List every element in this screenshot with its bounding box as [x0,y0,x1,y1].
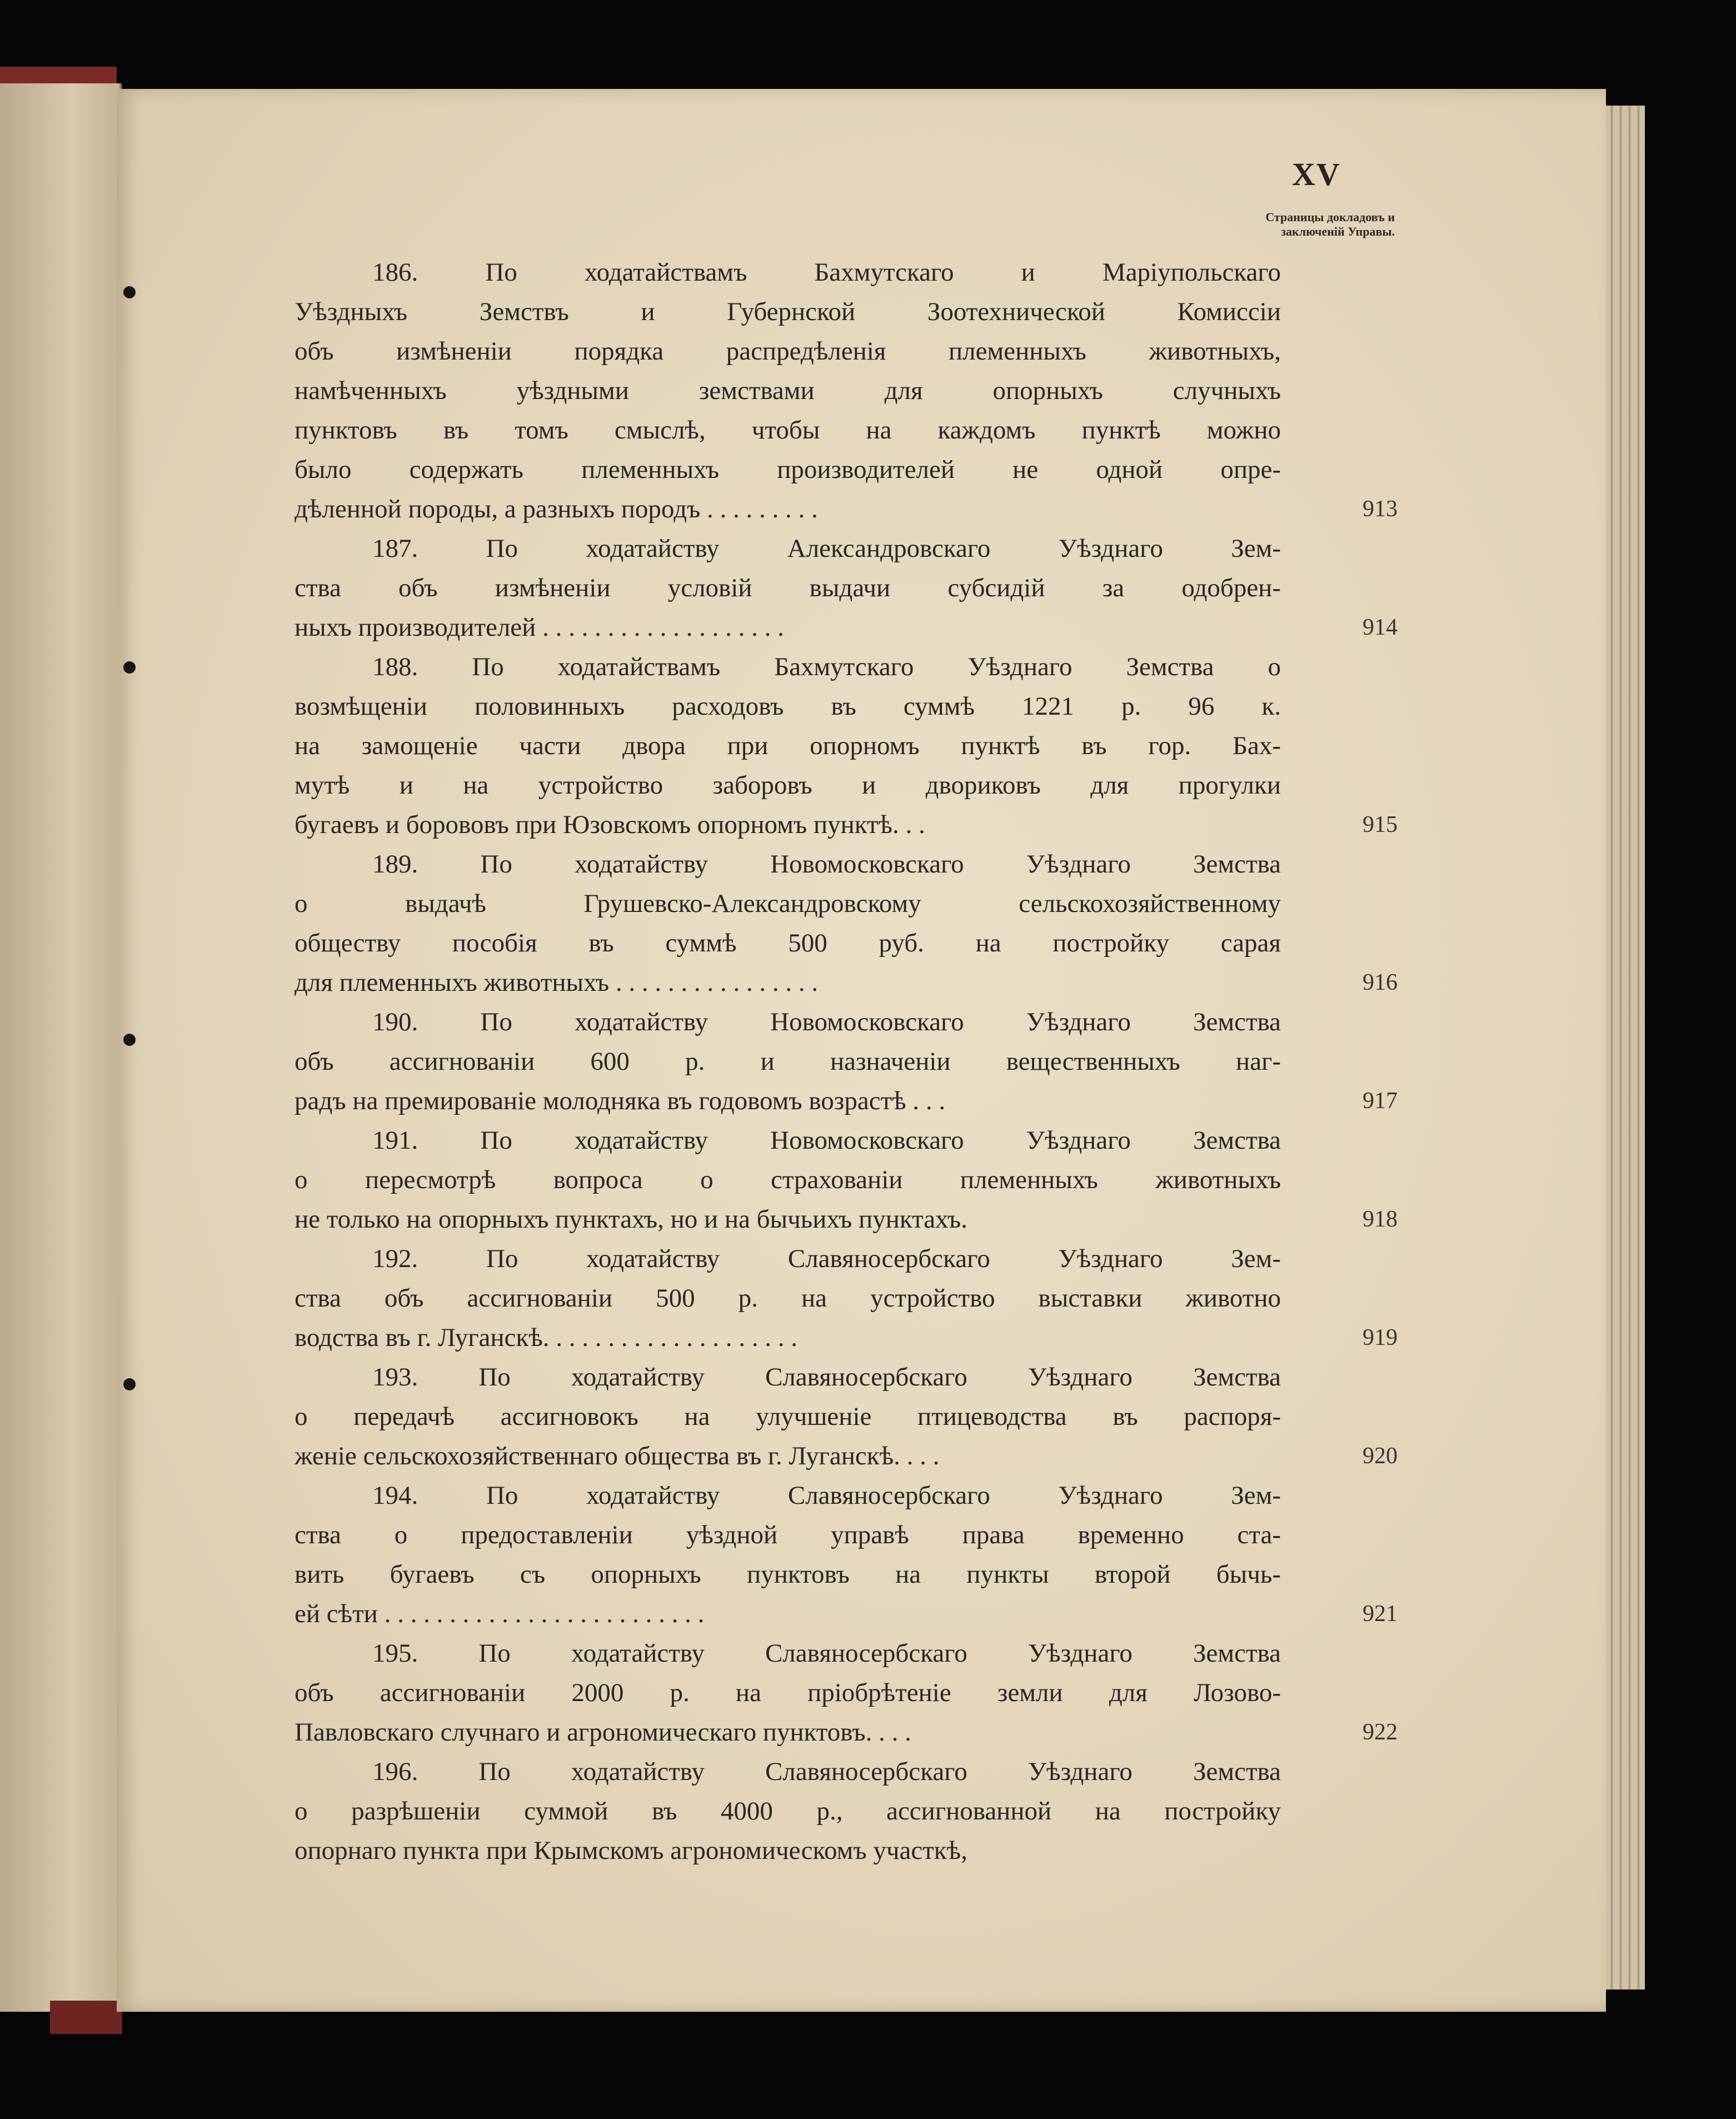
toc-entry-line: 191. По ходатайству Новомосковскаго Уѣзднаго Земства [372,1126,1281,1155]
toc-entry [295,845,1398,1003]
toc-entry [295,1476,1398,1634]
toc-entry-page-number: 913 [1363,496,1398,522]
toc-entry-line: опорнаго пункта при Крымскомъ агрономическомъ участкѣ, [295,1836,967,1865]
toc-entry-page-number: 917 [1363,1088,1398,1114]
toc-entry-line: объ ассигнованiи 2000 р. на прiобрѣтенiе земли для Лозово- [295,1678,1281,1707]
toc-entry-line: о передачѣ ассигновокъ на улучшенiе птицеводства въ распоря- [295,1402,1281,1431]
toc-entry-line: пунктовъ въ томъ смыслѣ, чтобы на каждомъ пунктѣ можно [295,416,1281,445]
toc-entry-line: ства объ ассигнованiи 500 р. на устройство выставки животно [295,1284,1281,1313]
toc-entry-line: 190. По ходатайству Новомосковскаго Уѣзднаго Земства [372,1008,1281,1036]
toc-entry-page-number: 918 [1363,1206,1398,1232]
toc-entry-page-number: 922 [1363,1719,1398,1745]
toc-entry [295,1239,1398,1358]
toc-entry-line: вить бугаевъ съ опорныхъ пунктовъ на пункты второй бычь- [295,1560,1281,1589]
toc-entry-line: 192. По ходатайству Славяносербскаго Уѣзднаго Зем- [372,1244,1281,1273]
margin-heading-line: Страницы докладовъ и [1265,210,1395,224]
binding-thread-mark [123,661,136,674]
toc-entry-page-number: 921 [1363,1601,1398,1627]
toc-entry-line: ства объ измѣненiи условiй выдачи субсидiй за одобрен- [295,574,1281,602]
toc-entry-line: 187. По ходатайству Александровскаго Уѣзднаго Зем- [372,534,1281,563]
toc-entry-line: 189. По ходатайству Новомосковскаго Уѣзднаго Земства [372,850,1281,879]
binding-thread-mark [123,1378,136,1390]
table-of-contents [295,253,1398,1871]
left-page-edge [0,83,122,2012]
toc-entry [295,647,1398,845]
toc-entry-line: о выдачѣ Грушевско-Александровскому сельскохозяйственному [295,889,1281,918]
toc-entry-line: бугаевъ и борововъ при Юзовскомъ опорномъ пунктѣ. . . [295,810,925,839]
toc-entry [295,529,1398,647]
toc-entry-line: водства въ г. Луганскѣ. . . . . . . . . . . . . . . . . . . . [295,1323,798,1352]
toc-entry-line: обществу пособiя въ суммѣ 500 руб. на постройку сарая [295,929,1281,958]
toc-entry-line: дѣленной породы, а разныхъ породъ . . . . . . . . . [295,495,818,523]
toc-entry-line: возмѣщенiи половинныхъ расходовъ въ суммѣ 1221 р. 96 к. [295,692,1281,721]
toc-entry-line: ства о предоставленiи уѣздной управѣ права временно ста- [295,1520,1281,1549]
toc-entry-line: было содержать племенныхъ производителей не одной опре- [295,455,1281,484]
toc-entry-line: ныхъ производителей . . . . . . . . . . . . . . . . . . . [295,613,784,642]
book-cover-edge-bottom [50,2001,122,2034]
binding-thread-mark [123,1034,136,1046]
toc-entry-line: на замощенiе части двора при опорномъ пунктѣ въ гор. Бах- [295,731,1281,760]
margin-heading [1134,210,1395,239]
binding-thread-mark [123,286,136,298]
toc-entry-page-number: 914 [1363,615,1398,640]
toc-entry-line: для племенныхъ животныхъ . . . . . . . . . . . . . . . . [295,968,819,997]
page-number: XV [1292,156,1341,192]
toc-entry-line: 195. По ходатайству Славяносербскаго Уѣзднаго Земства [372,1639,1281,1668]
toc-entry [295,1358,1398,1476]
toc-entry-line: 194. По ходатайству Славяносербскаго Уѣзднаго Зем- [372,1481,1281,1510]
toc-entry-line: женiе сельскохозяйственнаго общества въ г. Луганскѣ. . . . [295,1442,940,1470]
toc-entry-line: о разрѣшенiи суммой въ 4000 р., ассигнованной на постройку [295,1797,1281,1826]
toc-entry-line: Павловскаго случнаго и агрономическаго пунктовъ. . . . [295,1718,911,1747]
toc-entry-page-number: 915 [1363,812,1398,837]
toc-entry-line: 186. По ходатайствамъ Бахмутскаго и Марiупольскаго [372,258,1281,287]
toc-entry-line: 193. По ходатайству Славяносербскаго Уѣзднаго Земства [372,1363,1281,1392]
toc-entry-line: Уѣздныхъ Земствъ и Губернской Зоотехнической Комиссiи [295,297,1281,326]
toc-entry-line: не только на опорныхъ пунктахъ, но и на бычьихъ пунктахъ. [295,1205,967,1234]
toc-entry [295,1752,1281,1871]
toc-entry [295,253,1398,529]
toc-entry [295,1634,1398,1752]
toc-entry-line: 188. По ходатайствамъ Бахмутскаго Уѣзднаго Земства о [372,652,1281,681]
toc-entry-page-number: 919 [1363,1325,1398,1350]
toc-entry [295,1003,1398,1121]
margin-heading-line: заключенiй Управы. [1281,225,1395,238]
toc-entry-line: 196. По ходатайству Славяносербскаго Уѣзднаго Земства [372,1757,1281,1786]
toc-entry-line: объ ассигнованiи 600 р. и назначенiи вещественныхъ наг- [295,1047,1281,1076]
toc-entry-line: ей сѣти . . . . . . . . . . . . . . . . . . . . . . . . . [295,1599,705,1628]
toc-entry-page-number: 920 [1363,1443,1398,1469]
toc-entry-line: мутѣ и на устройство заборовъ и двориковъ для прогулки [295,771,1281,800]
toc-entry-line: о пересмотрѣ вопроса о страхованiи племенныхъ животныхъ [295,1165,1281,1194]
toc-entry-page-number: 916 [1363,970,1398,995]
toc-entry-line: намѣченныхъ уѣздными земствами для опорныхъ случныхъ [295,376,1281,405]
toc-entry [295,1121,1398,1239]
toc-entry-line: радъ на премированiе молодняка въ годовомъ возрастѣ . . . [295,1086,946,1115]
toc-entry-line: объ измѣненiи порядка распредѣленiя племенныхъ животныхъ, [295,337,1281,366]
